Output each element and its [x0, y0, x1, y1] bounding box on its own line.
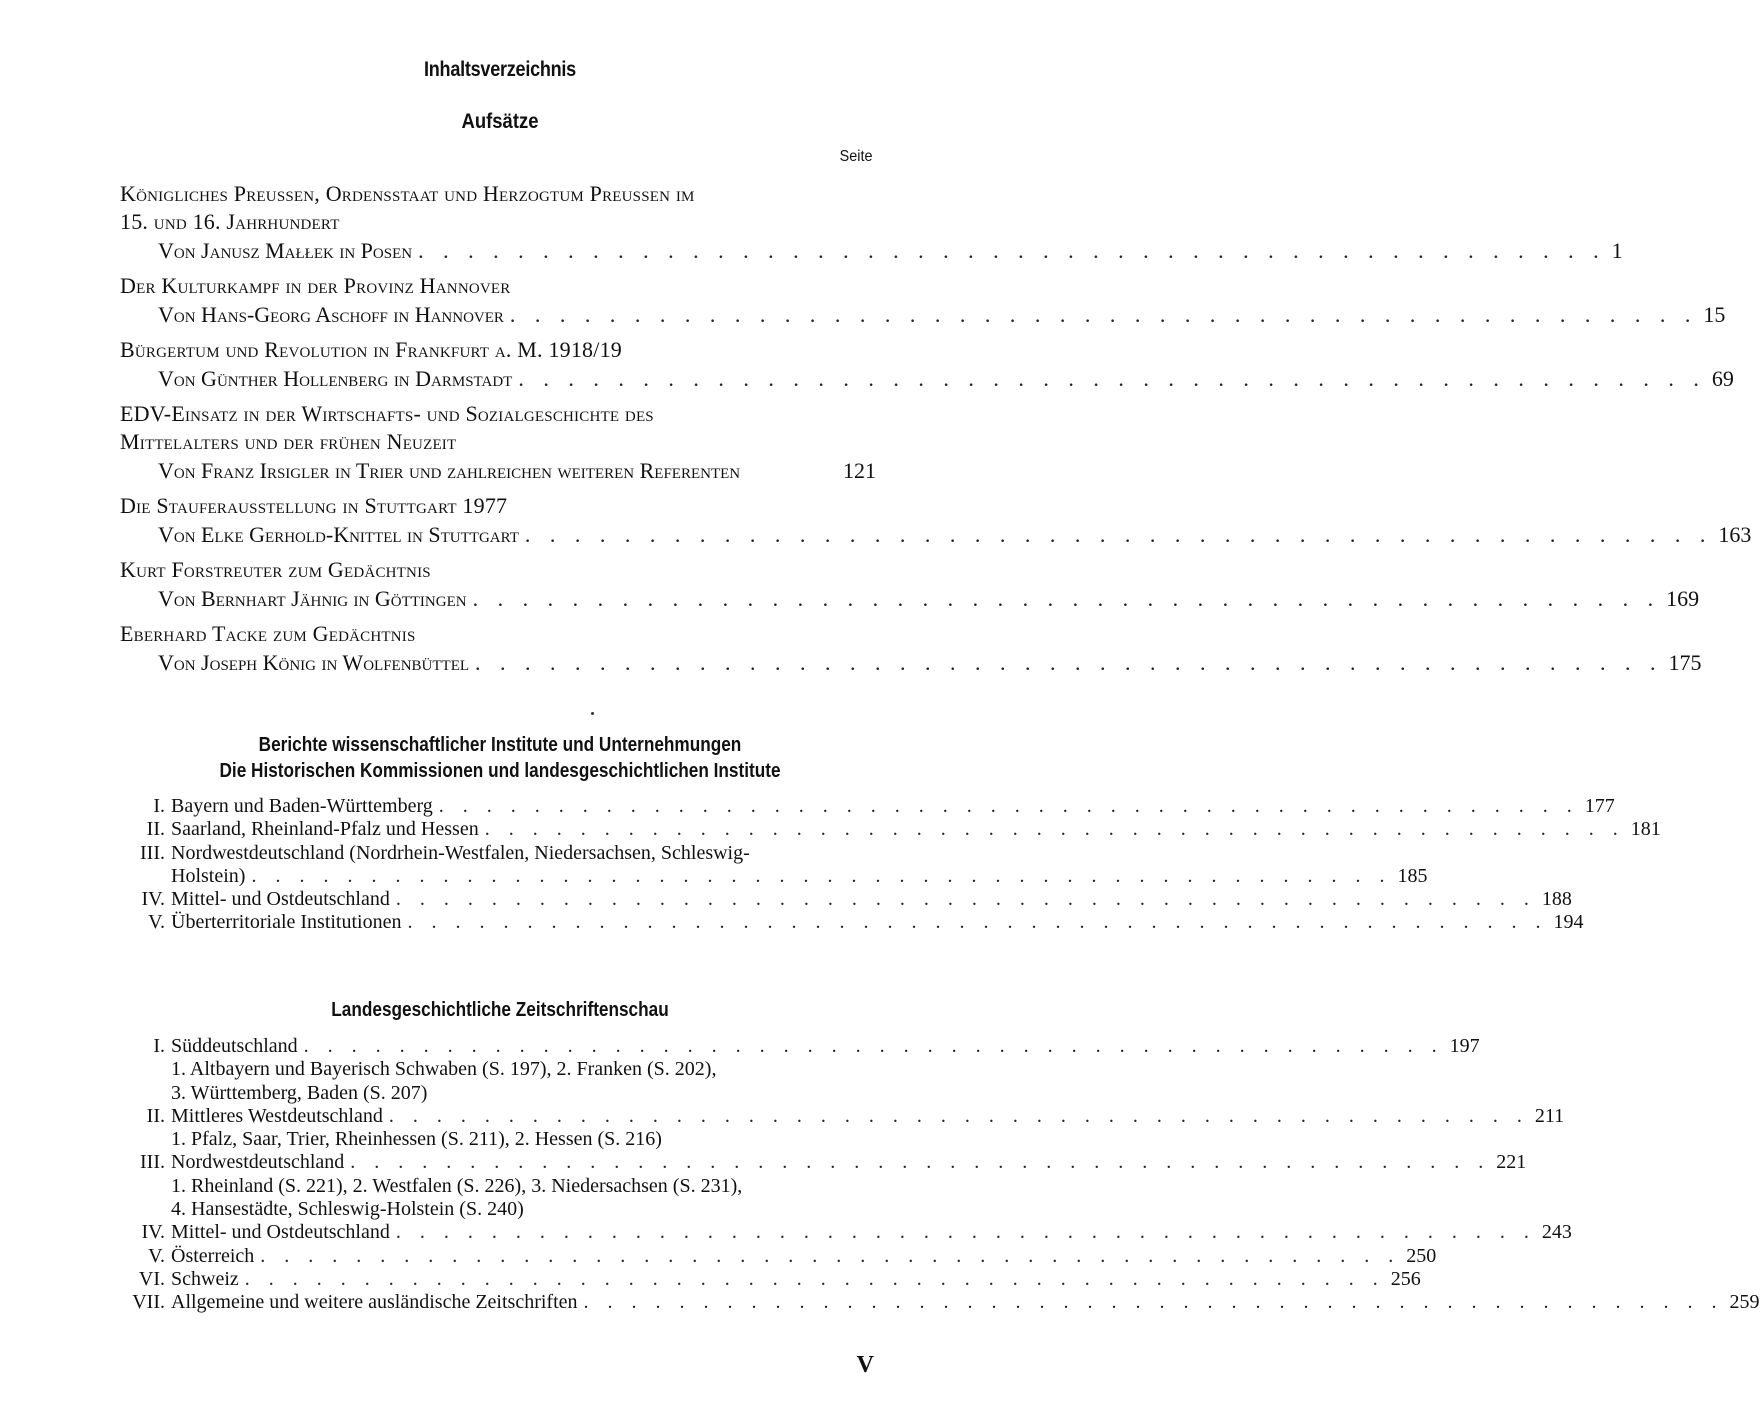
dot-leader: . . . . . . . . . . . . . . . . . . . . . . . . . . . . . . . . . . . . . . . . . . . . . . . .	[518, 366, 1706, 391]
item-page-number: 243	[1541, 1221, 1572, 1244]
item-page-number: 177	[1584, 795, 1615, 817]
essay-author-line	[120, 584, 1700, 614]
item-number: VI.	[138, 1267, 165, 1290]
item-page-number: 211	[1534, 1104, 1565, 1127]
item-number: V.	[148, 911, 165, 934]
item-number: III.	[140, 841, 165, 864]
essay-title-line: Die Stauferausstellung in Stuttgart 1977	[120, 493, 508, 518]
list-item	[125, 795, 1615, 818]
item-number: VII.	[132, 1291, 165, 1314]
page-title: Inhaltsverzeichnis	[424, 58, 576, 81]
dot-leader: . . . . . . . . . . . . . . . . . . . . . . . . . . . . . . . . . . . . . . . . . . . . . . . .	[395, 888, 1536, 911]
subitem-line: 1. Altbayern und Bayerisch Schwaben (S. 197), 2. Franken (S. 202),	[171, 1058, 717, 1081]
essay-author-line	[120, 300, 1726, 330]
essay-author-line	[120, 364, 1734, 394]
page-column-label: Seite	[839, 148, 872, 165]
item-page-number: 181	[1630, 818, 1661, 841]
list-item	[125, 1035, 1480, 1058]
essay-page-number: 1	[1611, 238, 1623, 263]
list-item	[125, 842, 876, 865]
item-label: Schweiz	[171, 1267, 239, 1290]
subitem-line: 3. Württemberg, Baden (S. 207)	[171, 1081, 428, 1104]
essay-author: Von Hans-Georg Aschoff in Hannover	[158, 302, 504, 327]
dot-leader: . . . . . . . . . . . . . . . . . . . . . . . . . . . . . . . . . . . . . . . . . . . . . . . .	[303, 1035, 1444, 1057]
essay-page-number: 121	[843, 458, 876, 483]
list-item	[125, 1221, 1572, 1244]
item-number: III.	[140, 1151, 165, 1174]
essay-page-number: 15	[1703, 302, 1726, 327]
essay-author: Von Franz Irsigler in Trier und zahlreichen weiteren Referenten	[158, 458, 741, 483]
item-page-number: 188	[1541, 888, 1572, 911]
page-folio: V	[856, 1352, 874, 1378]
dot-leader: . . . . . . . . . . . . . . . . . . . . . . . . . . . . . . . . . . . . . . . . . . . . . . . .	[350, 1151, 1491, 1174]
essays-heading: Aufsätze	[461, 110, 539, 133]
essay-page-number: 175	[1668, 650, 1702, 675]
essay-author-line	[120, 648, 1702, 678]
essay-author-line	[120, 520, 1752, 550]
item-label: Mittel- und Ostdeutschland	[171, 888, 390, 911]
item-page-number: 194	[1553, 911, 1584, 934]
essay-entry	[120, 400, 876, 486]
dot-leader: . . . . . . . . . . . . . . . . . . . . . . . . . . . . . . . . . . . . . . . . . . . . . . . .	[509, 302, 1698, 327]
reports-subheading: Die Historischen Kommissionen und landesgeschichtlichen Institute	[219, 760, 781, 782]
essay-author: Von Günther Hollenberg in Darmstadt	[158, 366, 513, 391]
list-item	[125, 1104, 1565, 1128]
essay-entry	[120, 556, 1700, 614]
essay-title-line: Mittelalters und der frühen Neuzeit	[120, 429, 457, 454]
reports-list	[125, 795, 1661, 935]
essay-author: Von Elke Gerhold-Knittel in Stuttgart	[158, 522, 519, 547]
item-number: V.	[148, 1244, 165, 1267]
essay-title-line: Königliches Preussen, Ordensstaat und Herzogtum Preussen im	[120, 181, 695, 206]
list-item	[125, 818, 1661, 841]
item-number: II.	[146, 818, 165, 841]
item-label: Mittleres Westdeutschland	[171, 1104, 383, 1127]
subitem-line: 4. Hansestädte, Schleswig-Holstein (S. 240)	[171, 1198, 524, 1221]
item-label: Allgemeine und weitere ausländische Zeitschriften	[171, 1291, 578, 1314]
list-item	[125, 1244, 1437, 1268]
essays-list	[120, 180, 1752, 684]
item-label: Bayern und Baden-Württemberg	[171, 795, 433, 817]
dot-leader: . . . . . . . . . . . . . . . . . . . . . . . . . . . . . . . . . . . . . . . . . . . . . . . .	[484, 818, 1625, 841]
essay-title-line: Kurt Forstreuter zum Gedächtnis	[120, 557, 431, 582]
dot-leader: . . . . . . . . . . . . . . . . . . . . . . . . . . . . . . . . . . . . . . . . . . . . . . . .	[475, 650, 1663, 675]
dot-leader: . . . . . . . . . . . . . . . . . . . . . . . . . . . . . . . . . . . . . . . . . . . . . . . .	[244, 1267, 1385, 1290]
essay-author-line	[120, 456, 876, 486]
dot-leader: . . . . . . . . . . . . . . . . . . . . . . . . . . . . . . . . . . . . . . . . . . . . . . . .	[438, 795, 1579, 817]
journals-list	[125, 1035, 1760, 1315]
essay-title-line: 15. und 16. Jahrhundert	[120, 209, 340, 234]
essay-entry	[120, 180, 1623, 266]
essay-page-number: 169	[1666, 586, 1700, 611]
dot-leader: . . . . . . . . . . . . . . . . . . . . . . . . . . . . . . . . . . . . . . . . . . . . . . . .	[395, 1221, 1536, 1244]
item-label: Mittel- und Ostdeutschland	[171, 1221, 390, 1244]
essay-author-line	[120, 236, 1623, 266]
essay-entry	[120, 492, 1752, 550]
item-label-continuation: Holstein)	[171, 864, 246, 887]
print-speck	[591, 712, 594, 715]
item-label: Nordwestdeutschland	[171, 1151, 345, 1174]
essay-author: Von Joseph König in Wolfenbüttel	[158, 650, 470, 675]
dot-leader: . . . . . . . . . . . . . . . . . . . . . . . . . . . . . . . . . . . . . . . . . . . . . . . .	[407, 911, 1548, 934]
list-item	[125, 911, 1584, 934]
item-number: IV.	[141, 1221, 165, 1244]
list-item-continuation	[125, 864, 1428, 888]
item-number: IV.	[141, 888, 165, 911]
item-page-number: 250	[1406, 1244, 1437, 1267]
item-page-number: 197	[1449, 1035, 1480, 1057]
list-item	[125, 1267, 1421, 1291]
dot-leader: . . . . . . . . . . . . . . . . . . . . . . . . . . . . . . . . . . . . . . . . . . . . . . . .	[524, 522, 1713, 547]
essay-page-number: 69	[1711, 366, 1734, 391]
item-number: I.	[153, 795, 165, 817]
essay-title-line: Bürgertum und Revolution in Frankfurt a. M. 1918/19	[120, 337, 622, 362]
item-label: Nordwestdeutschland (Nordrhein-Westfalen, Niedersachsen, Schleswig-	[171, 841, 750, 864]
essay-title-line: Eberhard Tacke zum Gedächtnis	[120, 621, 416, 646]
essay-page-number: 163	[1718, 522, 1752, 547]
item-label: Süddeutschland	[171, 1035, 298, 1057]
dot-leader: . . . . . . . . . . . . . . . . . . . . . . . . . . . . . . . . . . . . . . . . . . . . . . . .	[418, 238, 1606, 263]
list-item	[125, 888, 1572, 911]
essay-author: Von Janusz Małłek in Posen	[158, 238, 413, 263]
essay-title-line: EDV-Einsatz in der Wirtschafts- und Sozialgeschichte des	[120, 401, 654, 426]
subitem-line: 1. Pfalz, Saar, Trier, Rheinhessen (S. 211), 2. Hessen (S. 216)	[171, 1128, 662, 1151]
subitem-line: 1. Rheinland (S. 221), 2. Westfalen (S. 226), 3. Niedersachsen (S. 231),	[171, 1174, 743, 1197]
dot-leader: . . . . . . . . . . . . . . . . . . . . . . . . . . . . . . . . . . . . . . . . . . . . . . . .	[472, 586, 1661, 611]
list-item	[125, 1151, 1527, 1174]
item-page-number: 221	[1496, 1151, 1527, 1174]
item-page-number: 185	[1397, 864, 1428, 887]
item-label: Saarland, Rheinland-Pfalz und Hessen	[171, 818, 479, 841]
essay-entry	[120, 620, 1702, 678]
essay-author: Von Bernhart Jähnig in Göttingen	[158, 586, 467, 611]
item-page-number: 256	[1390, 1267, 1421, 1290]
dot-leader: . . . . . . . . . . . . . . . . . . . . . . . . . . . . . . . . . . . . . . . . . . . . . . . .	[260, 1244, 1401, 1267]
list-item	[125, 1291, 1760, 1314]
essay-entry	[120, 272, 1726, 330]
journals-heading: Landesgeschichtliche Zeitschriftenschau	[331, 999, 669, 1021]
essay-title-line: Der Kulturkampf in der Provinz Hannover	[120, 273, 511, 298]
item-label: Überterritoriale Institutionen	[171, 911, 402, 934]
item-number: II.	[146, 1104, 165, 1127]
dot-leader: . . . . . . . . . . . . . . . . . . . . . . . . . . . . . . . . . . . . . . . . . . . . . . . .	[251, 864, 1392, 887]
item-page-number: 259	[1729, 1291, 1760, 1314]
item-number: I.	[153, 1035, 165, 1057]
reports-heading: Berichte wissenschaftlicher Institute und Unternehmungen	[258, 734, 742, 756]
dot-leader: . . . . . . . . . . . . . . . . . . . . . . . . . . . . . . . . . . . . . . . . . . . . . . . .	[583, 1291, 1724, 1314]
essay-entry	[120, 336, 1734, 394]
dot-leader: . . . . . . . . . . . . . . . . . . . . . . . . . . . . . . . . . . . . . . . . . . . . . . . .	[388, 1104, 1529, 1127]
item-label: Österreich	[171, 1244, 255, 1267]
